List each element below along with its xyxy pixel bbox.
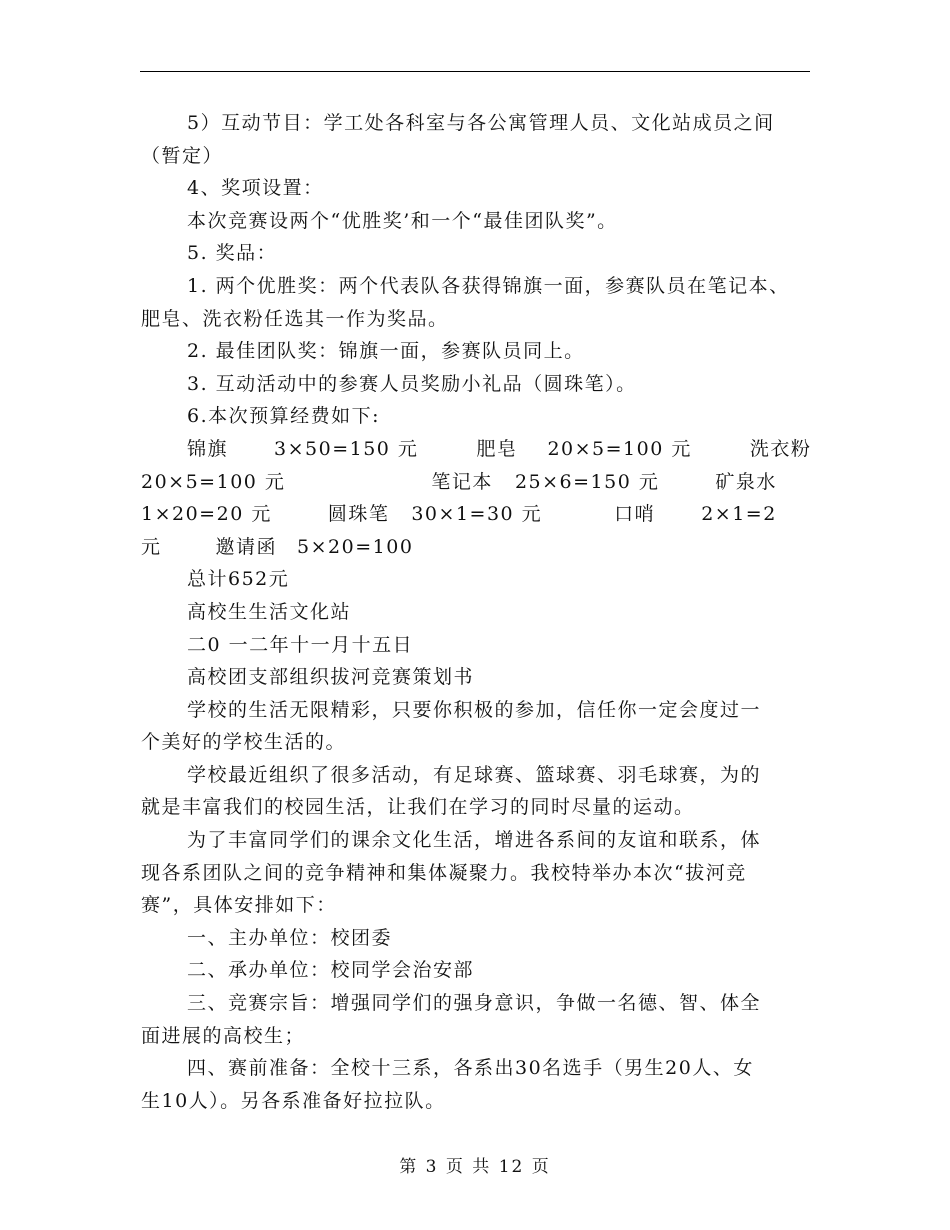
budget-item: 洗衣粉 (749, 437, 812, 460)
budget-item: 笔记本 (431, 470, 493, 493)
text-line: 二0 一二年十一月十五日 (187, 633, 414, 656)
text-line: 高校团支部组织拔河竞赛策划书 (187, 666, 475, 689)
text-line: 面进展的高校生； (141, 1024, 306, 1047)
text-line: 6.本次预算经费如下: (187, 405, 381, 428)
text-line: 就是丰富我们的校园生活，让我们在学习的同时尽量的运动。 (141, 796, 695, 819)
text-line: 5）互动节目：学工处各科室与各公寓管理人员、文化站成员之间 (187, 112, 775, 134)
text-line: 生10人）。另各系准备好拉拉队。 (141, 1089, 446, 1112)
text-line: 学校的生活无限精彩，只要你积极的参加，信任你一定会度过一 (187, 698, 762, 721)
page-footer (0, 1152, 950, 1177)
text-line: 二、承办单位：校同学会治安部 (187, 959, 475, 982)
budget-item: 元 (141, 535, 162, 558)
budget-row (141, 531, 811, 564)
budget-item: 3×50=150 元 (274, 437, 419, 460)
budget-row (141, 433, 811, 466)
text-line: 高校生生活文化站 (187, 600, 352, 623)
text-line: 3. 互动活动中的参赛人员奖励小礼品（圆珠笔）。 (187, 372, 637, 395)
budget-item: 口哨 (614, 503, 656, 526)
text-line: 为了丰富同学们的课余文化生活，增进各系间的友谊和联系，体 (187, 829, 762, 852)
text-line: 肥皂、洗衣粉任选其一作为奖品。 (141, 307, 449, 330)
budget-item: 矿泉水 (715, 470, 777, 493)
text-line: 5. 奖品： (187, 242, 278, 265)
budget-item: 邀请函 (215, 535, 278, 558)
budget-item: 30×1=30 元 (411, 503, 543, 526)
budget-item: 2×1=2 (701, 503, 777, 526)
text-line: 一、主办单位：校团委 (187, 926, 393, 949)
text-line: 个美好的学校生活的。 (141, 731, 347, 754)
text-line: 三、竞赛宗旨：增强同学们的强身意识，争做一名德、智、体全 (187, 992, 762, 1015)
budget-item: 20×5=100 元 (141, 470, 286, 493)
budget-item: 肥皂 (476, 437, 518, 460)
document-body (141, 107, 811, 1117)
text-line: 赛”，具体安排如下： (141, 894, 337, 917)
text-line: 学校最近组织了很多活动，有足球赛、篮球赛、羽毛球赛，为的 (187, 763, 762, 786)
text-line: 2. 最佳团队奖：锦旗一面，参赛队员同上。 (187, 340, 585, 363)
text-line: 四、赛前准备：全校十三系，各系出30名选手（男生20人、女 (187, 1057, 754, 1080)
text-line: 现各系团队之间的竞争精神和集体凝聚力。我校特举办本次“拔河竞 (141, 861, 747, 884)
text-line: 本次竞赛设两个“优胜奖’和一个“最佳团队奖”。 (187, 209, 618, 232)
text-line: 4、奖项设置： (187, 177, 324, 200)
budget-item: 25×6=150 元 (514, 470, 660, 493)
text-line: （暂定） (141, 144, 224, 167)
budget-item: 锦旗 (187, 437, 229, 460)
text-line: 总计652元 (187, 568, 290, 591)
page-number: 第 3 页 共 12 页 (399, 1157, 551, 1177)
budget-row (141, 498, 811, 531)
budget-row (141, 466, 811, 499)
budget-item: 5×20=100 (297, 535, 414, 558)
text-line: 1. 两个优胜奖：两个代表队各获得锦旗一面，参赛队员在笔记本、 (187, 274, 790, 297)
budget-item: 圆珠笔 (327, 503, 390, 526)
header-rule (140, 71, 810, 72)
budget-item: 20×5=100 元 (547, 437, 692, 460)
budget-item: 1×20=20 元 (141, 503, 272, 526)
